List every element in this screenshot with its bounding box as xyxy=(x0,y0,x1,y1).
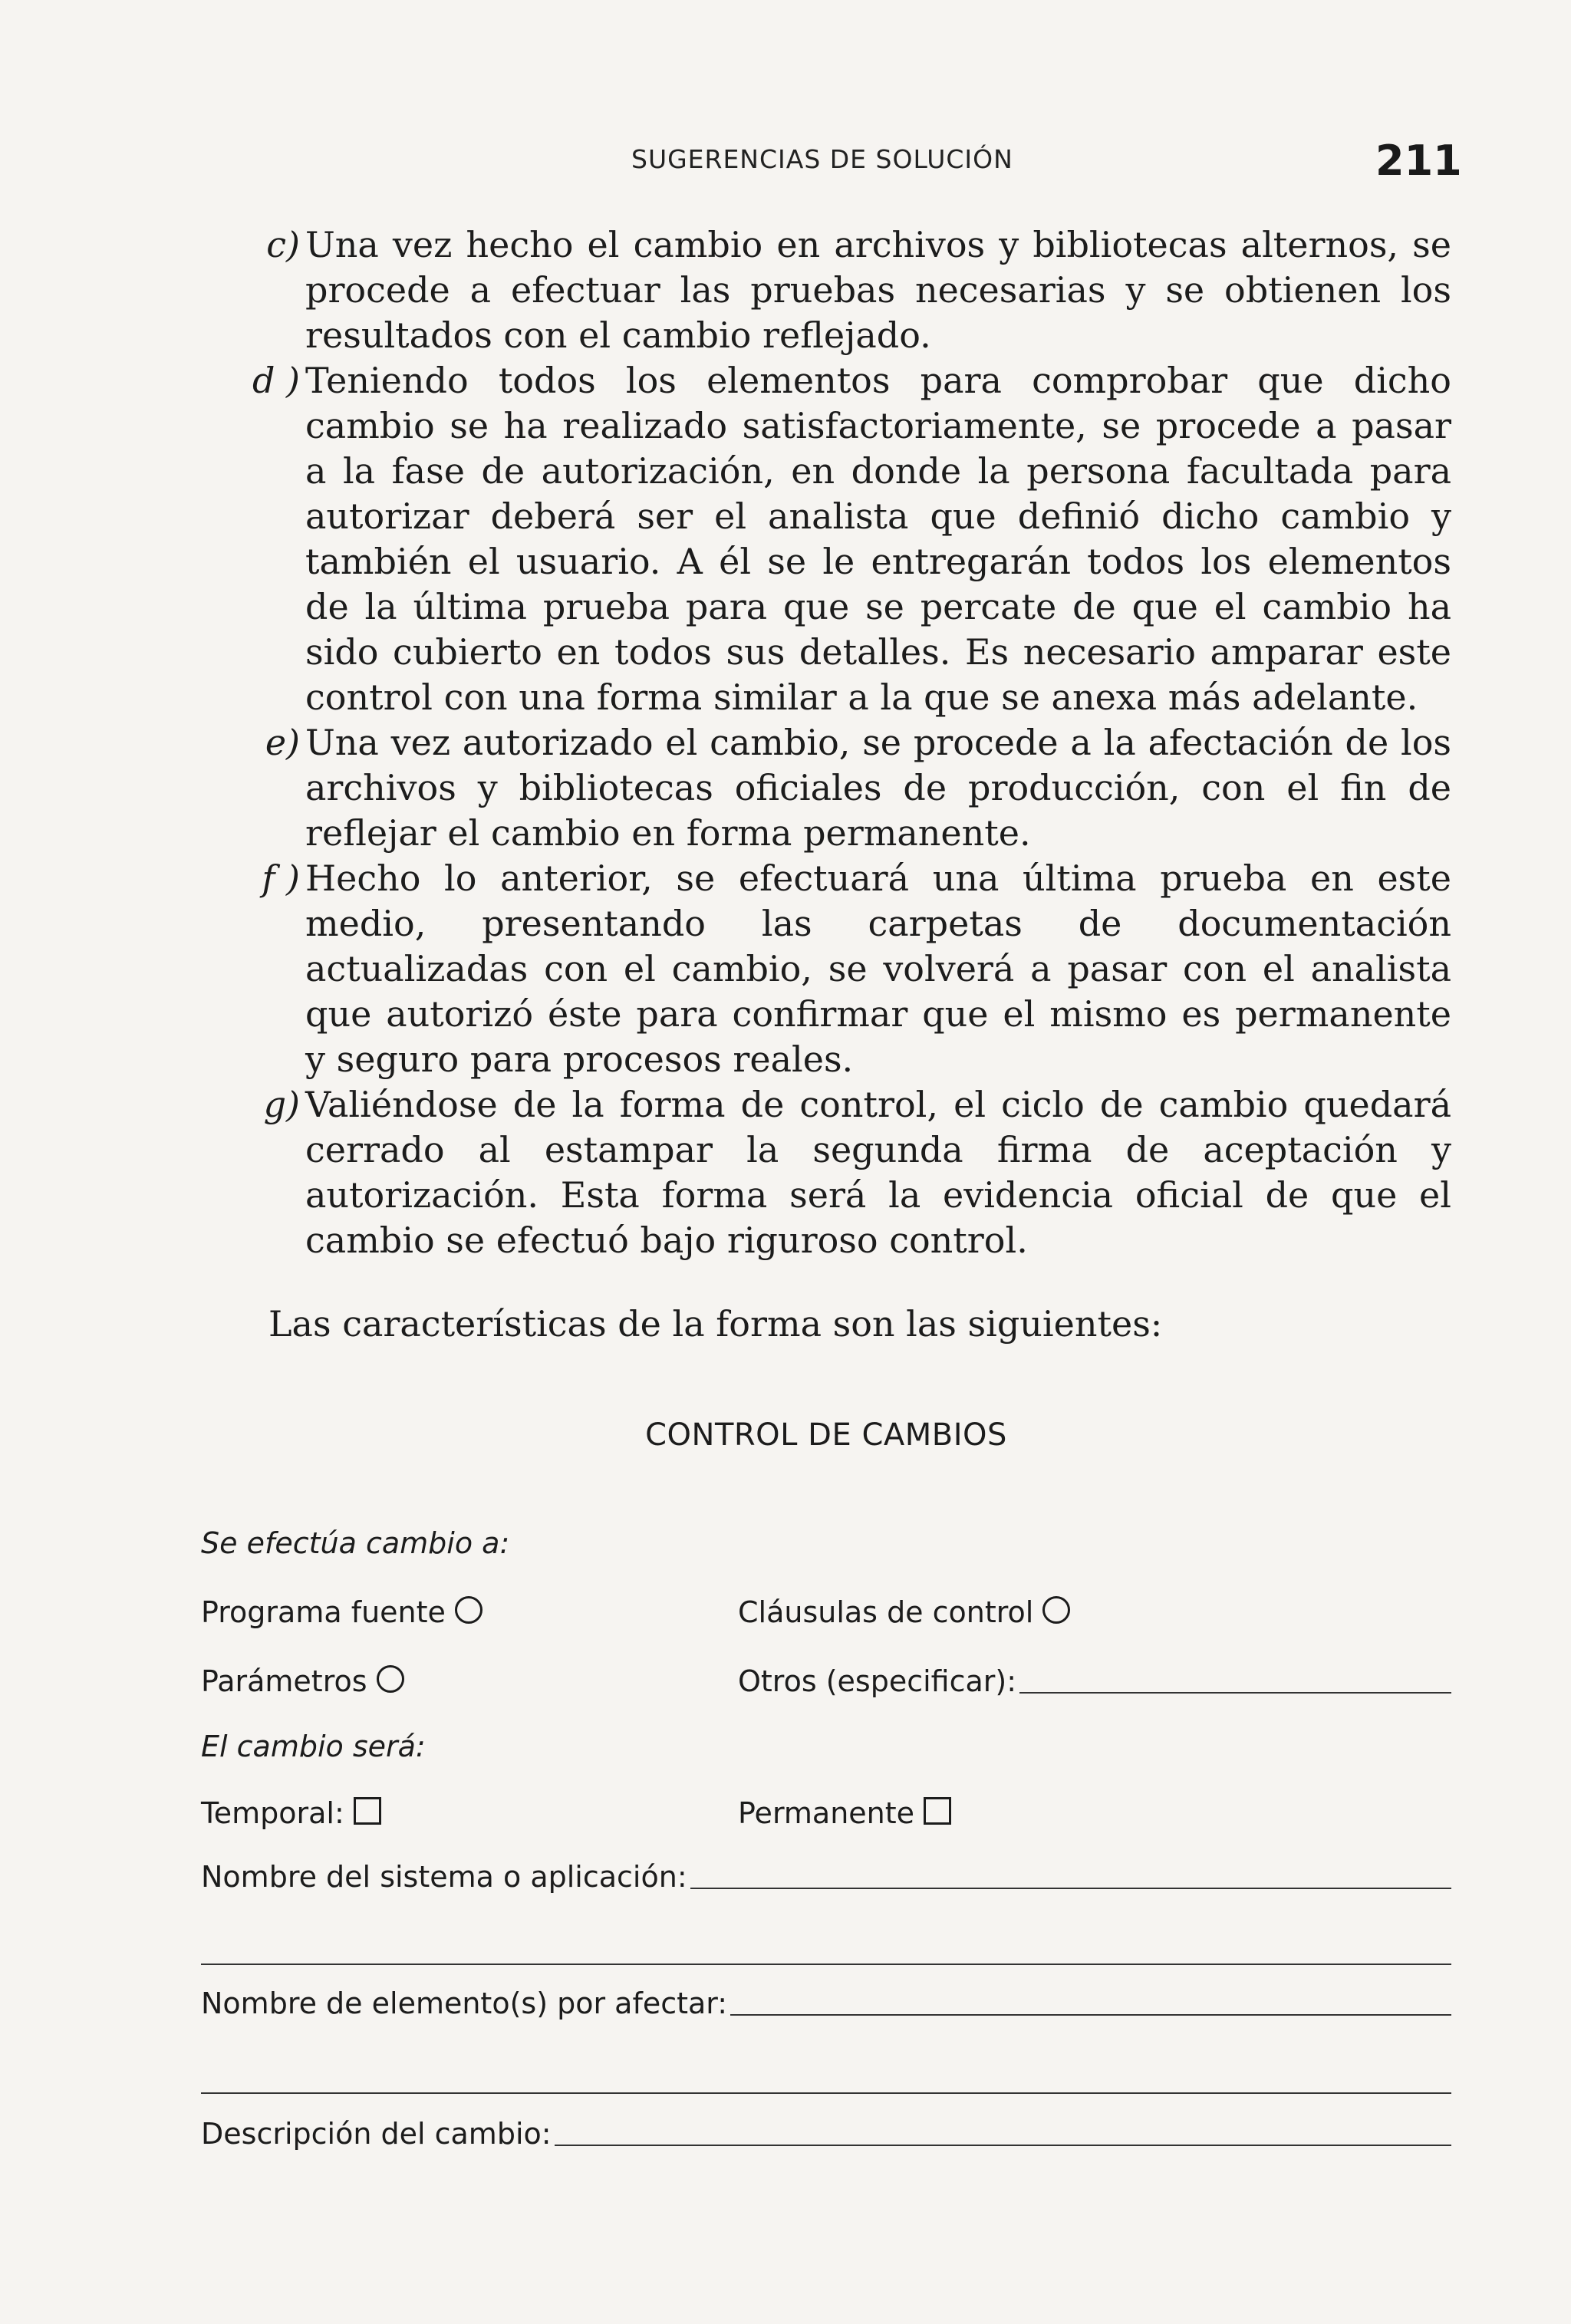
field-description[interactable] xyxy=(201,2117,1451,2151)
page-header xyxy=(0,137,1571,190)
field-system-name[interactable] xyxy=(201,1860,1451,1894)
step-text: Valiéndose de la forma de control, el ciclo de cambio quedará cerrado al estampar la segunda firma de aceptación y autorización. Esta forma será la evidencia oficial de que el cambio se efectuó bajo riguroso control. xyxy=(305,1084,1451,1261)
elements-input-line[interactable] xyxy=(730,2014,1451,2016)
form-intro: Las características de la forma son las siguientes: xyxy=(268,1303,1163,1345)
step-marker: e) xyxy=(265,722,300,763)
field-label: Descripción del cambio: xyxy=(201,2117,552,2151)
page-number: 211 xyxy=(1375,137,1462,185)
field-others[interactable] xyxy=(738,1664,1451,1698)
option-label: Programa fuente xyxy=(201,1595,446,1629)
step-d xyxy=(252,358,1451,720)
running-head: SUGERENCIAS DE SOLUCIÓN xyxy=(631,144,1013,174)
form-title: CONTROL DE CAMBIOS xyxy=(645,1417,1007,1453)
option-temporary[interactable] xyxy=(201,1796,381,1830)
step-e xyxy=(265,720,1451,856)
radio-icon[interactable] xyxy=(377,1665,404,1693)
step-g xyxy=(263,1082,1451,1263)
change-control-form xyxy=(201,1411,1451,2178)
step-f xyxy=(262,856,1451,1082)
checkbox-icon[interactable] xyxy=(354,1797,381,1825)
system-name-input-line[interactable] xyxy=(690,1888,1451,1889)
step-text: Una vez autorizado el cambio, se procede a la afectación de los archivos y bibliotecas oficiales de producción, con el fin de reflejar el cambio en forma permanente. xyxy=(305,722,1451,854)
step-text: Una vez hecho el cambio en archivos y bibliotecas alternos, se procede a efectuar las pruebas necesarias y se obtienen los resultados con el cambio reflejado. xyxy=(305,224,1451,356)
radio-icon[interactable] xyxy=(455,1596,482,1624)
option-control-clauses[interactable] xyxy=(738,1595,1070,1629)
option-label: Permanente xyxy=(738,1796,915,1830)
step-text: Hecho lo anterior, se efectuará una última prueba en este medio, presentando las carpetas de documentación actualizadas con el cambio, se volverá a pasar con el analista que autorizó éste para confirmar que el mismo es permanente y seguro para procesos reales. xyxy=(305,858,1451,1080)
step-marker: c) xyxy=(266,224,300,265)
radio-icon[interactable] xyxy=(1042,1596,1070,1624)
step-marker: f ) xyxy=(262,858,300,899)
field-elements[interactable] xyxy=(201,1987,1451,2020)
field-label: Nombre de elemento(s) por afectar: xyxy=(201,1987,728,2020)
others-input-line[interactable] xyxy=(1019,1692,1451,1694)
option-permanent[interactable] xyxy=(738,1796,951,1830)
step-c xyxy=(266,222,1451,358)
description-input-line[interactable] xyxy=(555,2145,1451,2146)
continuation-line[interactable] xyxy=(201,2092,1451,2094)
option-label: Temporal: xyxy=(201,1796,344,1830)
field-label: Otros (especificar): xyxy=(738,1664,1017,1698)
option-label: Cláusulas de control xyxy=(738,1595,1034,1629)
step-text: Teniendo todos los elementos para comprobar que dicho cambio se ha realizado satisfactoriamente, se procede a pasar a la fase de autorización, en donde la persona facultada para autorizar deberá ser el analista que definió dicho cambio y también el usuario. A él se le entregarán todos los elementos de la última prueba para que se percate de que el cambio ha sido cubierto en todos sus detalles. Es necesario amparar este control con una forma similar a la que se anexa más adelante. xyxy=(305,360,1451,718)
step-marker: g) xyxy=(263,1084,300,1125)
field-label: Nombre del sistema o aplicación: xyxy=(201,1860,687,1894)
option-label: Parámetros xyxy=(201,1664,367,1698)
checkbox-icon[interactable] xyxy=(924,1797,951,1825)
option-source-program[interactable] xyxy=(201,1595,482,1629)
section-change-applies: Se efectúa cambio a: xyxy=(201,1526,510,1560)
section-change-type: El cambio será: xyxy=(201,1730,426,1763)
option-parameters[interactable] xyxy=(201,1664,404,1698)
step-marker: d ) xyxy=(252,360,300,401)
continuation-line[interactable] xyxy=(201,1964,1451,1965)
